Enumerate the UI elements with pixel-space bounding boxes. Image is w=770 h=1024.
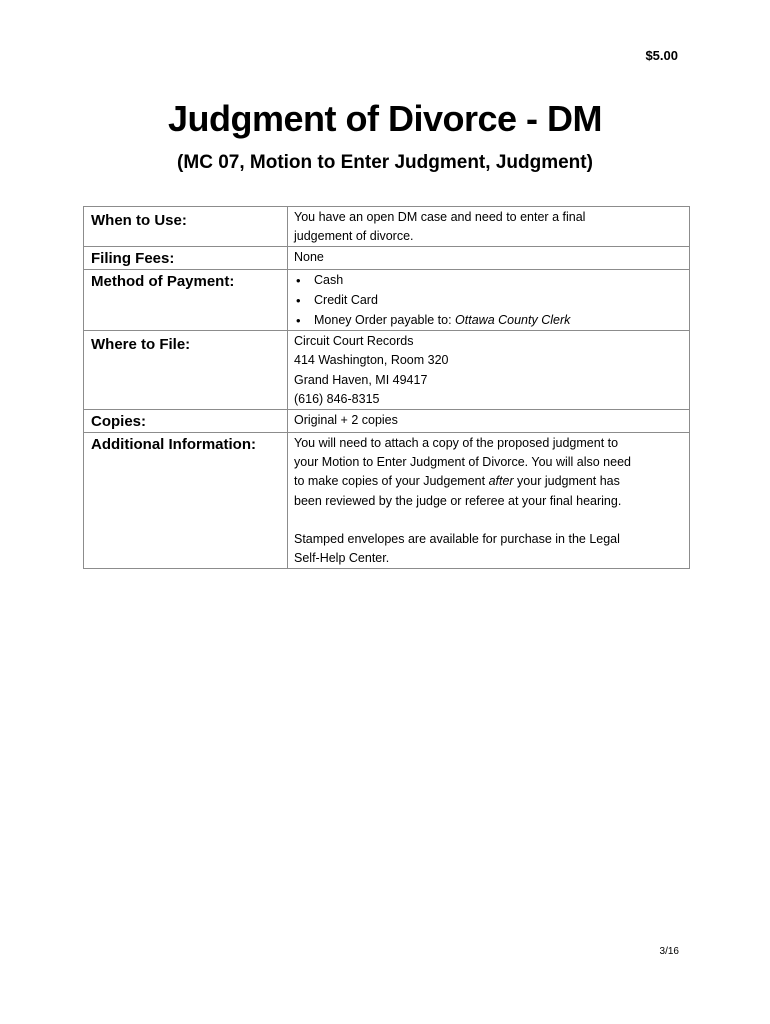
row-copies — [84, 410, 690, 433]
label-cell — [84, 247, 288, 270]
where-to-file-value — [288, 331, 689, 409]
when-line-1: You have an open DM case and need to enter a final — [294, 210, 586, 224]
row-where-to-file — [84, 331, 690, 410]
when-to-use-label: When to Use: — [91, 212, 187, 229]
value-cell — [288, 331, 690, 410]
info-line: Self-Help Center. — [294, 551, 390, 566]
info-line: You will need to attach a copy of the proposed judgment to — [294, 436, 619, 450]
info-emphasis: after — [488, 474, 514, 489]
page-number: 3/16 — [659, 946, 679, 957]
page-subtitle: (MC 07, Motion to Enter Judgment, Judgment) — [177, 152, 593, 173]
filing-fees-label: Filing Fees: — [91, 250, 175, 268]
address-line: Circuit Court Records — [294, 334, 414, 349]
label-cell — [84, 331, 288, 410]
address-line: 414 Washington, Room 320 — [294, 353, 449, 368]
value-cell — [288, 410, 690, 433]
row-filing-fees — [84, 247, 690, 270]
list-item — [296, 291, 689, 311]
value-cell — [288, 207, 690, 247]
payment-item-money-order: Money Order payable to: — [314, 312, 456, 327]
list-item — [296, 271, 689, 291]
payable-to: Ottawa County Clerk — [455, 312, 571, 327]
info-line: Stamped envelopes are available for purchase in the Legal — [294, 531, 620, 546]
row-when-to-use — [84, 207, 690, 247]
copies-value: Original + 2 copies — [294, 413, 398, 427]
list-item — [296, 311, 689, 331]
when-to-use-value — [288, 207, 689, 246]
info-line: your Motion to Enter Judgment of Divorce. You will also need — [294, 455, 631, 470]
payment-item-cash: Cash — [314, 273, 344, 288]
info-table — [83, 206, 690, 569]
label-cell — [84, 433, 288, 569]
payment-list — [288, 270, 689, 330]
additional-information-value — [288, 433, 689, 568]
price-label: $5.00 — [645, 48, 678, 63]
payment-item-credit-card: Credit Card — [314, 293, 378, 307]
label-cell — [84, 270, 288, 331]
label-cell — [84, 207, 288, 247]
filing-fees-value: None — [294, 250, 324, 265]
value-cell — [288, 270, 690, 331]
copies-label: Copies: — [91, 413, 147, 430]
info-line: to make copies of your Judgement — [294, 474, 489, 489]
phone-number: (616) 846-8315 — [294, 391, 380, 406]
value-cell — [288, 247, 690, 270]
value-cell — [288, 433, 690, 569]
address-line: Grand Haven, MI 49417 — [294, 372, 428, 387]
method-of-payment-label: Method of Payment: — [91, 273, 235, 291]
info-line: your judgment has — [513, 474, 620, 489]
info-line: been reviewed by the judge or referee at your final hearing. — [294, 493, 622, 508]
row-additional-information — [84, 433, 690, 569]
additional-information-label: Additional Information: — [91, 436, 256, 453]
when-line-2: judgement of divorce. — [294, 229, 414, 244]
where-to-file-label: Where to File: — [91, 336, 191, 354]
label-cell — [84, 410, 288, 433]
page-title: Judgment of Divorce - DM — [167, 98, 603, 139]
row-method-of-payment — [84, 270, 690, 331]
